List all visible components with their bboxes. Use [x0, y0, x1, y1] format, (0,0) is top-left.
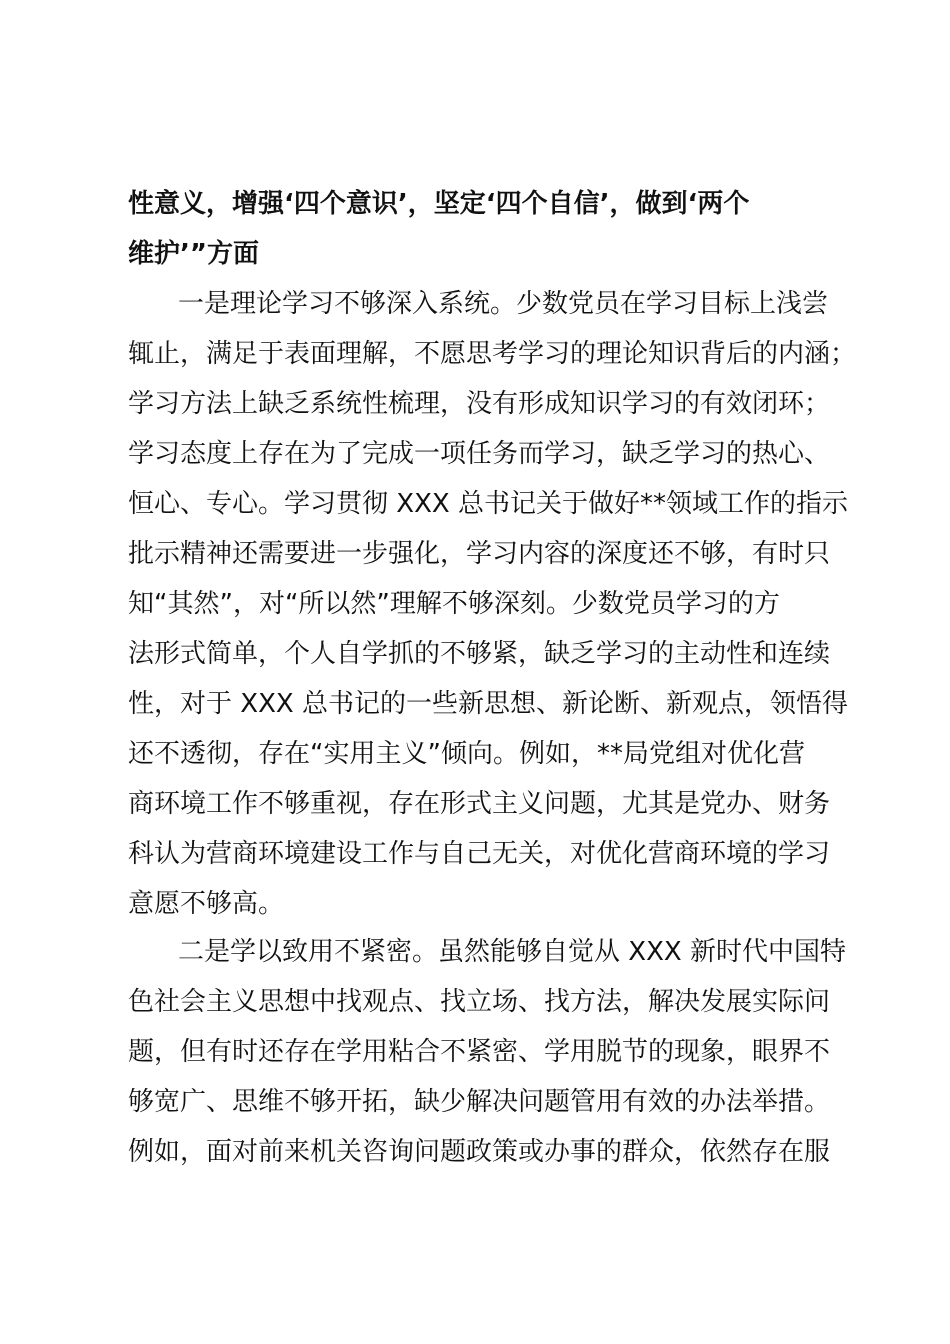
- heading-line: 性意义，增强‘四个意识’，坚定‘四个自信’，做到‘两个: [128, 189, 750, 219]
- paragraph-line: 商环境工作不够重视，存在形式主义问题，尤其是党办、财务: [128, 789, 831, 819]
- paragraph-line: 还不透彻，存在“实用主义”倾向。例如，**局党组对优化营: [128, 739, 805, 769]
- paragraph-line: 科认为营商环境建设工作与自己无关，对优化营商环境的学习: [128, 839, 831, 869]
- paragraph-line: 法形式简单，个人自学抓的不够紧，缺乏学习的主动性和连续: [128, 639, 831, 669]
- paragraph-line: 一是理论学习不够深入系统。少数党员在学习目标上浅尝: [178, 289, 829, 319]
- paragraph-line: 意愿不够高。: [128, 889, 285, 919]
- paragraph-line: 知“其然”，对“所以然”理解不够深刻。少数党员学习的方: [128, 589, 780, 619]
- paragraph-line: 批示精神还需要进一步强化，学习内容的深度还不够，有时只: [128, 539, 831, 569]
- paragraph-line: 性，对于 XXX 总书记的一些新思想、新论断、新观点，领悟得: [128, 689, 848, 719]
- paragraph-line: 辄止，满足于表面理解，不愿思考学习的理论知识背后的内涵；: [128, 339, 857, 369]
- paragraph-line: 学习方法上缺乏系统性梳理，没有形成知识学习的有效闭环；: [128, 389, 831, 419]
- paragraph-line: 色社会主义思想中找观点、找立场、找方法，解决发展实际问: [128, 987, 831, 1017]
- paragraph-line: 学习态度上存在为了完成一项任务而学习，缺乏学习的热心、: [128, 439, 831, 469]
- paragraph-line: 例如，面对前来机关咨询问题政策或办事的群众，依然存在服: [128, 1137, 831, 1167]
- paragraph-line: 够宽广、思维不够开拓，缺少解决问题管用有效的办法举措。: [128, 1087, 831, 1117]
- paragraph-line: 二是学以致用不紧密。虽然能够自觉从 XXX 新时代中国特: [178, 937, 846, 967]
- heading-line: 维护’”方面: [128, 239, 259, 269]
- paragraph-line: 题，但有时还存在学用粘合不紧密、学用脱节的现象，眼界不: [128, 1037, 831, 1067]
- paragraph-line: 恒心、专心。学习贯彻 XXX 总书记关于做好**领域工作的指示: [128, 489, 848, 519]
